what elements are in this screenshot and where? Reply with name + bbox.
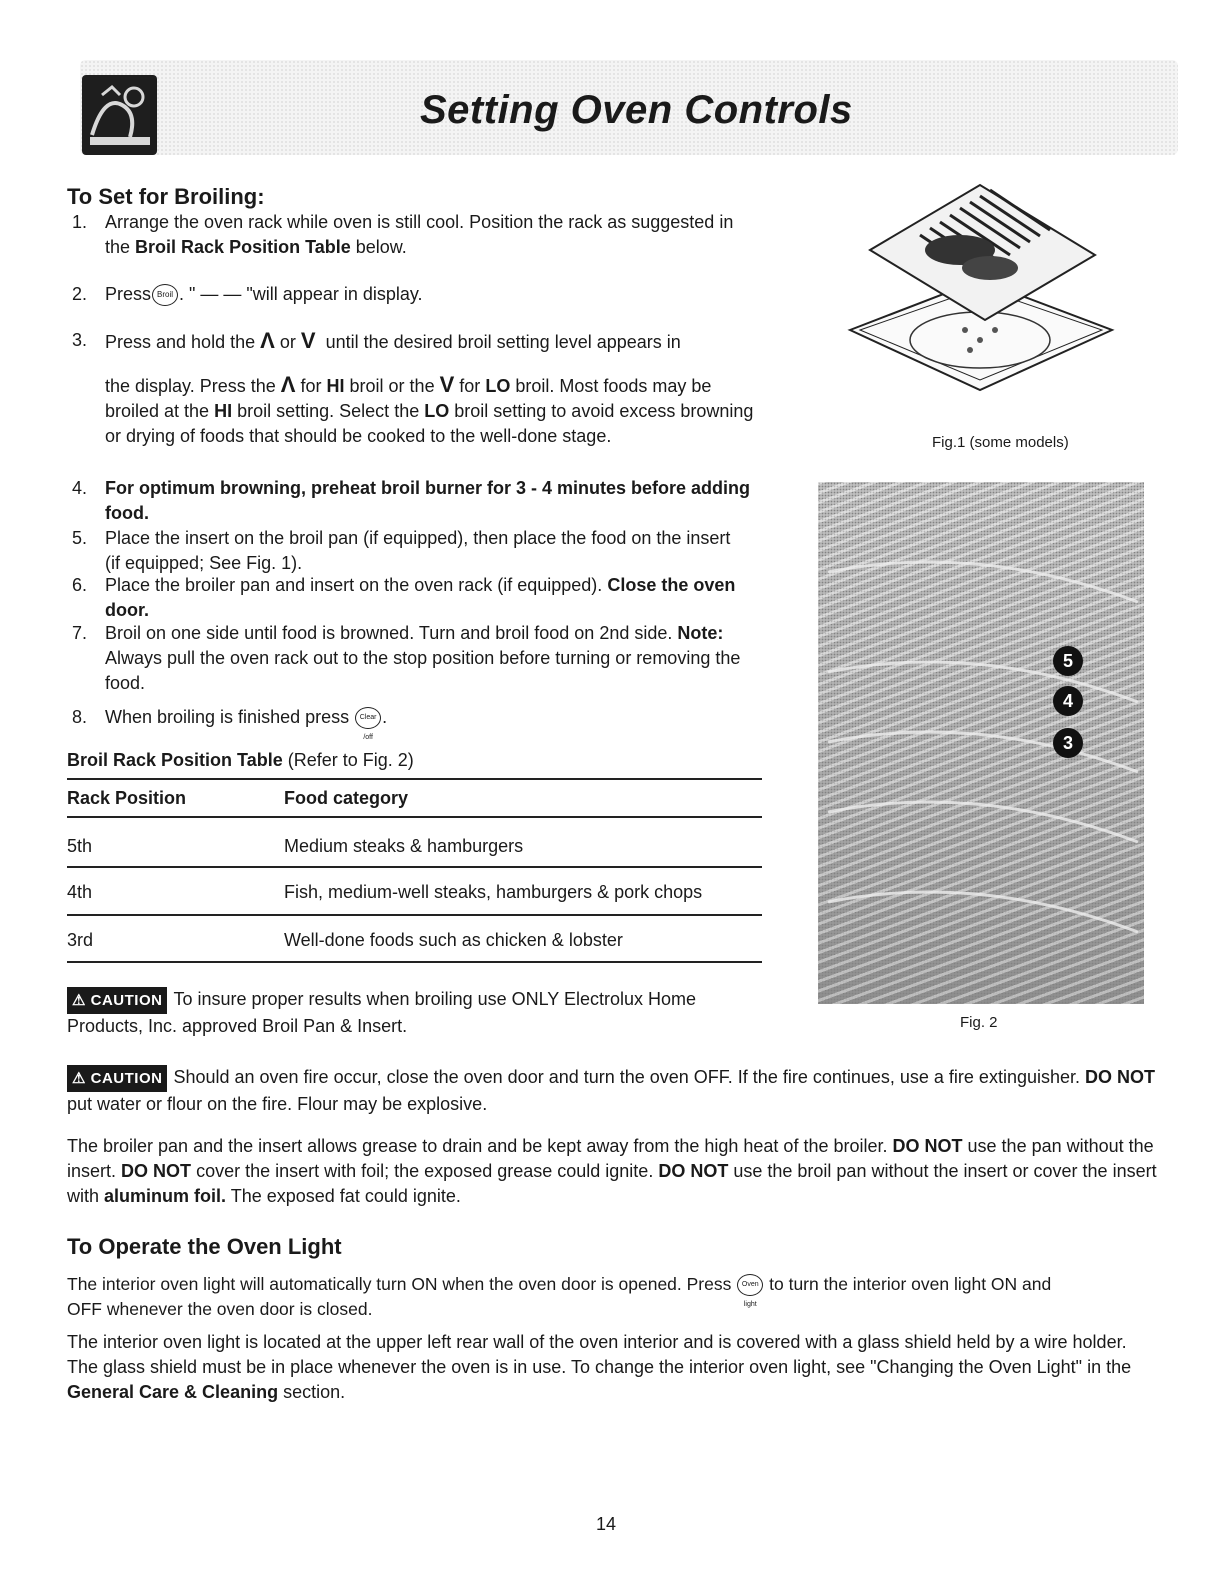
step-4: For optimum browning, preheat broil burner for 3 - 4 minutes before adding food. (105, 478, 751, 523)
oven-light-paragraph-2: The interior oven light is located at the upper left rear wall of the oven interior and is covered with a glass shield held by a wire holder. The glass shield must be in place whenever the oven is in use. To change the interior oven light, see "Changing the Oven Light" in the General Care & Cleaning section. (67, 1332, 1132, 1402)
oven-controls-icon (82, 75, 157, 155)
table-rule (67, 778, 762, 780)
up-arrow-icon: Λ (260, 328, 275, 353)
table-cell: 5th (67, 836, 93, 856)
table-header-food: Food category (284, 788, 409, 808)
up-arrow-icon: Λ (280, 372, 296, 397)
fig1-caption: Fig.1 (some models) (932, 434, 1069, 451)
step-3-line-2: the display. Press the Λ for HI broil or the V for LO broil. Most foods may be broiled at the HI broil setting. Select the LO broil setting to avoid excess browning or drying of foods that should be cooked to the well-done stage. (105, 372, 754, 446)
step-number: 6. (72, 575, 88, 595)
step-3-line-1: Press and hold the Λ or V until the desired broil setting level appears in (105, 328, 681, 353)
table-rule (67, 816, 762, 818)
fig2-caption: Fig. 2 (960, 1014, 998, 1031)
grease-paragraph: The broiler pan and the insert allows grease to drain and be kept away from the high heat of the broiler. DO NOT use the pan without the insert. DO NOT cover the insert with foil; the exposed grease could ignite. DO NOT use the broil pan without the insert or cover the insert with aluminum foil. The exposed fat could ignite. (67, 1136, 1157, 1206)
oven-light-paragraph-1: The interior oven light will automatically turn ON when the oven door is opened. Press Oven light to turn the interior oven light ON and OFF whenever the oven door is closed. (67, 1274, 1052, 1319)
caution-badge: ⚠ CAUTION (67, 987, 167, 1014)
step-number: 1. (72, 212, 88, 232)
step-number: 4. (72, 478, 88, 498)
step-6: Place the broiler pan and insert on the oven rack (if equipped). Close the oven door. (105, 575, 736, 620)
oven-rack-photo (818, 482, 1144, 1004)
page-title: Setting Oven Controls (420, 88, 853, 132)
oven-light-button-icon: Oven light (737, 1274, 763, 1296)
table-cell: 4th (67, 882, 93, 902)
caution-fire: ⚠ CAUTION Should an oven fire occur, close the oven door and turn the oven OFF. If the fire continues, use a fire extinguisher. DO NOT put water or flour on the fire. Flour may be explosive. (67, 1067, 1156, 1114)
rack-position-badge: 4 (1053, 686, 1083, 716)
table-cell: Well-done foods such as chicken & lobster (284, 930, 623, 950)
step-2: Press Broil . " — — "will appear in display. (105, 282, 745, 307)
caution-badge: ⚠ CAUTION (67, 1065, 167, 1092)
page-number: 14 (596, 1514, 617, 1534)
down-arrow-icon: V (300, 328, 316, 353)
rack-position-badge: 3 (1053, 728, 1083, 758)
step-number: 2. (72, 284, 88, 304)
table-cell: 3rd (67, 930, 94, 950)
table-rule (67, 961, 762, 963)
step-number: 7. (72, 623, 88, 643)
down-arrow-icon: V (439, 372, 455, 397)
step-7: Broil on one side until food is browned. Turn and broil food on 2nd side. Note: Always pull the oven rack out to the stop position before turning or removing the food. (105, 623, 741, 693)
broiler-pan-figure (840, 180, 1120, 430)
table-title: Broil Rack Position Table (Refer to Fig. 2) (67, 750, 414, 770)
step-number: 8. (72, 707, 88, 727)
table-header-rack: Rack Position (67, 788, 187, 808)
step-8: When broiling is finished press Clear /off. (105, 707, 388, 742)
clear-off-button-icon: Clear /off (355, 707, 381, 729)
caution-broil-pan: ⚠ CAUTION To insure proper results when broiling use ONLY Electrolux Home Products, Inc. approved Broil Pan & Insert. (67, 989, 697, 1036)
step-number: 3. (72, 330, 88, 350)
table-cell: Medium steaks & hamburgers (284, 836, 524, 856)
broil-button-icon: Broil (152, 284, 178, 306)
step-1: Arrange the oven rack while oven is still cool. Position the rack as suggested in the Broil Rack Position Table below. (105, 212, 734, 257)
table-cell: Fish, medium-well steaks, hamburgers & pork chops (284, 882, 703, 902)
step-number: 5. (72, 528, 88, 548)
table-rule (67, 914, 762, 916)
section-heading-oven-light: To Operate the Oven Light (67, 1234, 342, 1259)
table-rule (67, 866, 762, 868)
rack-position-badge: 5 (1053, 646, 1083, 676)
section-heading-broiling: To Set for Broiling: (67, 184, 265, 209)
step-5: Place the insert on the broil pan (if equipped), then place the food on the insert (if equipped; See Fig. 1). (105, 528, 731, 573)
